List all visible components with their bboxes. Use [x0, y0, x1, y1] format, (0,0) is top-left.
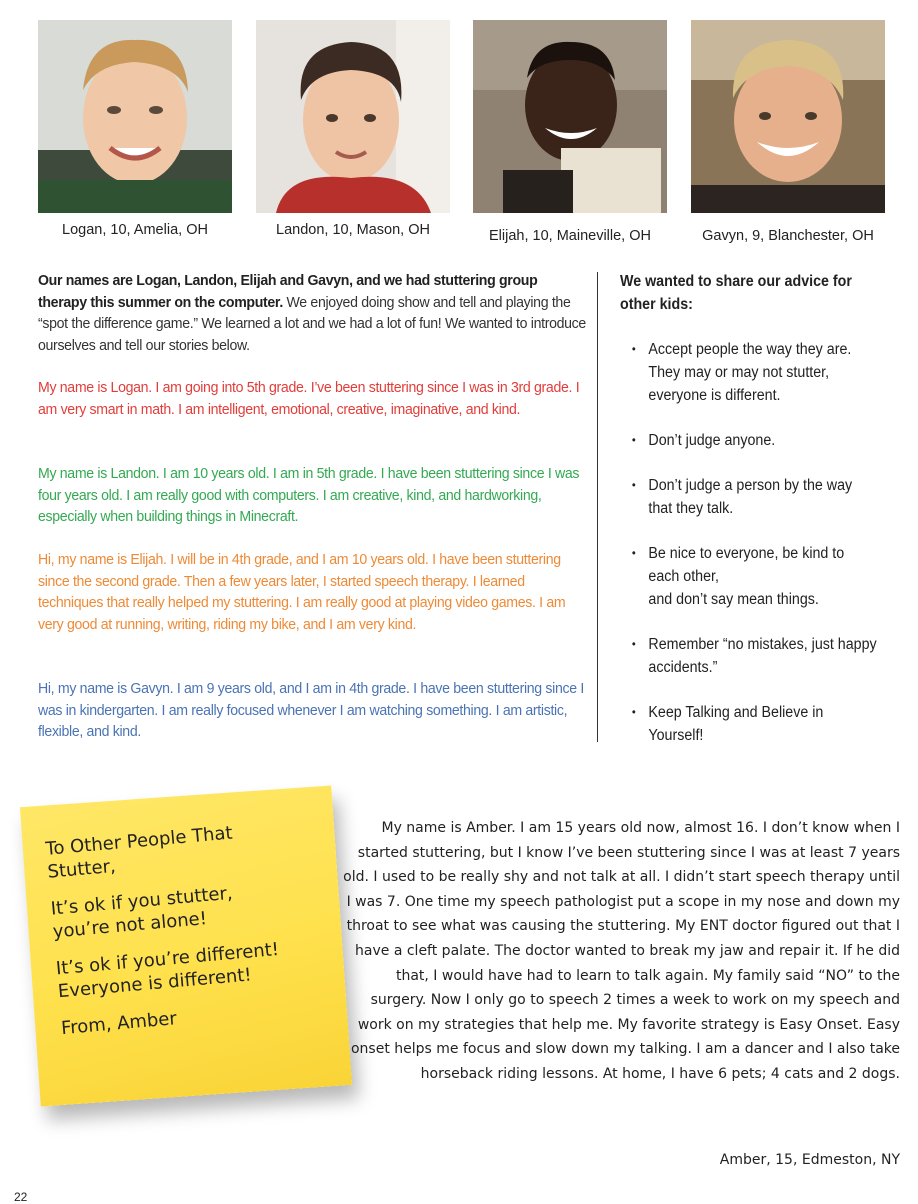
sticky-line-1: It’s ok if you stutter, you’re not alone!	[49, 882, 234, 943]
list-item: • Keep Talking and Believe in Yourself!	[630, 701, 878, 747]
sticky-line-2: It’s ok if you’re different! Everyone is different!	[55, 938, 280, 1003]
logan-story: My name is Logan. I am going into 5th grade. I’ve been stuttering since I was in 3rd grade. I am very smart in math. I am intelligent, emotional, creative, imaginative, and kind.	[38, 379, 580, 418]
photo-caption: Landon, 10, Mason, OH	[276, 222, 430, 238]
photo-landon	[256, 20, 450, 213]
intro-paragraph	[38, 270, 587, 356]
gavyn-story: Hi, my name is Gavyn. I am 9 years old, and I am in 4th grade. I have been stuttering since I was in kindergarten. I am really focused whenever I am watching something. I am artistic, flexible, and kind.	[38, 680, 584, 740]
sticky-note-text	[42, 783, 352, 1054]
elijah-story: Hi, my name is Elijah. I will be in 4th grade, and I am 10 years old. I have been stuttering since the second grade. Then a few years later, I started speech therapy. I learned techniques that really helped my stuttering. I am really good at playing video games. I am very good at running, writing, riding my bike, and I am very kind.	[38, 551, 566, 633]
list-item: • Be nice to everyone, be kind to each other, and don’t say mean things.	[630, 542, 878, 611]
photo-elijah	[473, 20, 667, 213]
photo-logan	[38, 20, 232, 213]
photo-caption: Logan, 10, Amelia, OH	[62, 222, 208, 238]
sticky-greeting: To Other People That Stutter,	[44, 822, 234, 883]
advice-list	[630, 338, 878, 769]
list-item: • Accept people the way they are. They may or may not stutter, everyone is different.	[630, 338, 878, 407]
amber-signature: Amber, 15, Edmeston, NY	[719, 1152, 900, 1168]
photo-gavyn	[691, 20, 885, 213]
sticky-note	[12, 790, 360, 1120]
intro-text: We enjoyed doing show and tell and playing the “spot the difference game.” We learned a lot and we had a lot of fun! We wanted to introduce ourselves and tell our stories below.	[38, 293, 586, 354]
photo-caption: Elijah, 10, Maineville, OH	[489, 228, 651, 244]
list-item: • Remember “no mistakes, just happy accidents.”	[630, 633, 878, 679]
amber-story: My name is Amber. I am 15 years old now, almost 16. I don’t know when I started stuttering, but I know I’ve been stuttering since I was at least 7 years old. I used to be really shy and not talk at all. I didn’t start speech therapy until I was 7. One time my speech pathologist put a scope in my nose and down my throat to see what was causing the stuttering. My ENT doctor figured out that I have a cleft palate. The doctor wanted to break my jaw and repair it. If he did that, I would have had to learn to talk again. My family said “NO” to the surgery. Now I only go to speech 2 times a week to work on my speech and work on my strategies that help me. My favorite strategy is Easy Onset. Easy onset helps me focus and slow down my talking. I am a dancer and I also take horseback riding lessons. At home, I have 6 pets; 4 cats and 2 dogs.	[343, 820, 900, 1082]
column-divider	[597, 272, 598, 742]
landon-story: My name is Landon. I am 10 years old. I am in 5th grade. I have been stuttering since I was four years old. I am really good with computers. I am creative, kind, and hardworking, especially when building things in Minecraft.	[38, 465, 580, 525]
list-item: • Don’t judge anyone.	[630, 429, 878, 452]
list-item: • Don’t judge a person by the way that they talk.	[630, 474, 878, 520]
page-number: 22	[14, 1190, 28, 1204]
advice-heading: We wanted to share our advice for other kids:	[620, 273, 852, 313]
photo-caption: Gavyn, 9, Blanchester, OH	[702, 228, 874, 244]
sticky-signoff: From, Amber	[60, 1008, 178, 1040]
intro-bold-text: Our names are Logan, Landon, Elijah and Gavyn, and we had stuttering group therapy this summer on the computer.	[38, 272, 538, 311]
